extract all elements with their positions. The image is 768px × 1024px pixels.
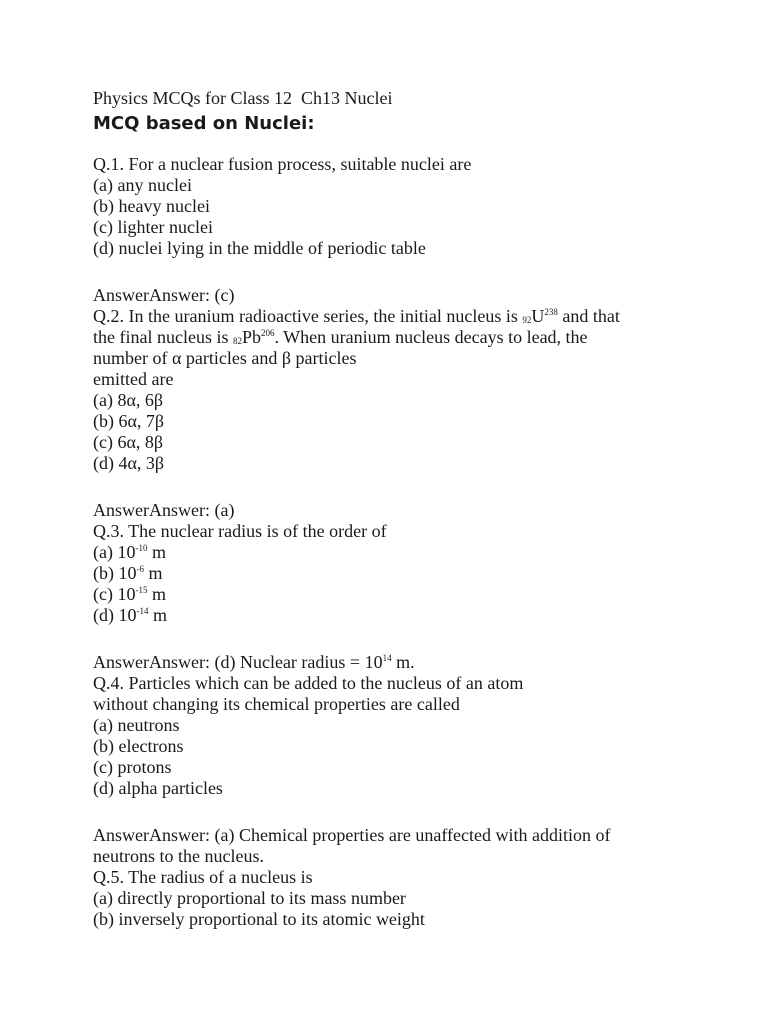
lead-symbol: Pb — [241, 327, 261, 347]
document-title: Physics MCQs for Class 12 Ch13 Nuclei — [93, 88, 393, 108]
option-1a: (a) any nuclei — [93, 175, 192, 195]
option-3a-base: (a) 10 — [93, 542, 136, 562]
option-2d: (d) 4α, 3β — [93, 453, 165, 473]
question-2-line-4: emitted are — [93, 369, 174, 389]
answer-1: AnswerAnswer: (c) — [93, 285, 235, 305]
option-3d — [93, 605, 703, 626]
answer-3 — [93, 652, 703, 673]
option-4a: (a) neutrons — [93, 715, 180, 735]
option-3a-exponent: -10 — [135, 543, 148, 553]
question-4-line-2: without changing its chemical properties are called — [93, 694, 460, 714]
option-3a — [93, 542, 703, 563]
option-3b-base: (b) 10 — [93, 563, 137, 583]
option-3d-exponent: -14 — [136, 606, 149, 616]
uranium-symbol: U — [531, 306, 545, 326]
question-2-text: and that — [557, 306, 620, 326]
option-3b — [93, 563, 703, 584]
option-4c: (c) protons — [93, 757, 172, 777]
answer-4-line-1: AnswerAnswer: (a) Chemical properties are unaffected with addition of — [93, 825, 611, 845]
answer-2: AnswerAnswer: (a) — [93, 500, 235, 520]
question-3: Q.3. The nuclear radius is of the order of — [93, 521, 387, 541]
uranium-mass-number: 238 — [544, 307, 558, 317]
option-5b: (b) inversely proportional to its atomic weight — [93, 909, 425, 929]
uranium-atomic-number: 92 — [522, 315, 532, 325]
option-2c: (c) 6α, 8β — [93, 432, 164, 452]
lead-mass-number: 206 — [260, 328, 275, 338]
question-2-text: . When uranium nucleus decays to lead, the — [274, 327, 588, 347]
answer-3-exponent: 14 — [382, 653, 392, 663]
question-2-text: Q.2. In the uranium radioactive series, the initial nucleus is — [93, 306, 523, 326]
lead-atomic-number: 82 — [232, 336, 242, 346]
question-2-line-2 — [93, 327, 703, 348]
option-3b-exponent: -6 — [136, 564, 144, 574]
option-2a: (a) 8α, 6β — [93, 390, 164, 410]
option-3d-base: (d) 10 — [93, 605, 137, 625]
option-3a-unit: m — [147, 542, 166, 562]
section-heading: MCQ based on Nuclei: — [93, 113, 315, 134]
option-2b: (b) 6α, 7β — [93, 411, 165, 431]
question-2-line-3: number of α particles and β particles — [93, 348, 357, 368]
option-3c-unit: m — [147, 584, 166, 604]
document-page — [93, 87, 703, 930]
answer-3-text: AnswerAnswer: (d) Nuclear radius = 10 — [93, 652, 383, 672]
question-2-line-1 — [93, 306, 703, 327]
option-4d: (d) alpha particles — [93, 778, 223, 798]
option-3d-unit: m — [148, 605, 168, 625]
option-1b: (b) heavy nuclei — [93, 196, 210, 216]
question-5: Q.5. The radius of a nucleus is — [93, 867, 313, 887]
option-5a: (a) directly proportional to its mass number — [93, 888, 406, 908]
answer-4-line-2: neutrons to the nucleus. — [93, 846, 264, 866]
question-1: Q.1. For a nuclear fusion process, suitable nuclei are — [93, 154, 472, 174]
option-3c-base: (c) 10 — [93, 584, 136, 604]
question-4-line-1: Q.4. Particles which can be added to the nucleus of an atom — [93, 673, 524, 693]
option-4b: (b) electrons — [93, 736, 184, 756]
option-3c-exponent: -15 — [135, 585, 148, 595]
option-3c — [93, 584, 703, 605]
question-2-text: the final nucleus is — [93, 327, 233, 347]
option-1d: (d) nuclei lying in the middle of periodic table — [93, 238, 426, 258]
answer-3-unit: m. — [391, 652, 415, 672]
option-1c: (c) lighter nuclei — [93, 217, 213, 237]
option-3b-unit: m — [144, 563, 163, 583]
